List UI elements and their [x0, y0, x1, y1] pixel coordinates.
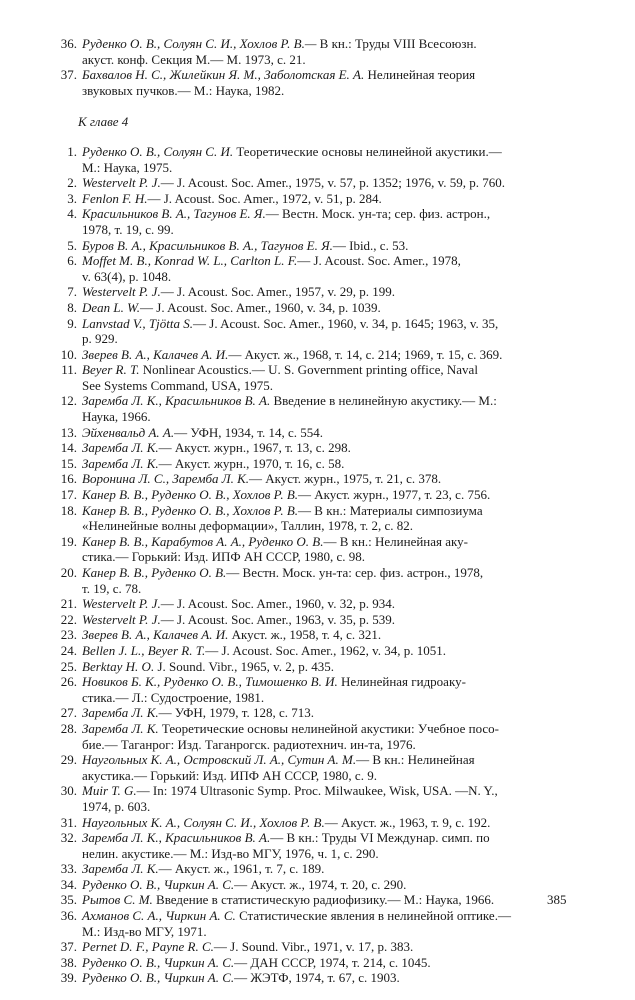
reference-authors: Канер В. В., Карабутов А. А., Руденко О. В.: [82, 533, 324, 549]
reference-line: [82, 269, 574, 285]
reference-entry: [54, 316, 574, 347]
reference-text: [82, 643, 574, 659]
reference-source: — Акуст. журн., 1975, т. 21, с. 378.: [248, 471, 442, 487]
reference-source: «Нелинейные волны деформации», Таллин, 1978, т. 2, с. 82.: [82, 518, 413, 534]
reference-line: [82, 362, 574, 378]
reference-source: Нелинейная теория: [364, 67, 476, 83]
reference-line: [82, 861, 574, 877]
reference-number: 27.: [60, 705, 77, 721]
reference-authors: Эйхенвальд А. А.: [82, 424, 175, 440]
reference-line: [82, 347, 574, 363]
reference-entry: [54, 815, 574, 831]
reference-authors: Dean L. W.: [82, 299, 141, 315]
reference-text: [82, 440, 574, 456]
reference-line: [82, 970, 574, 986]
reference-authors: Berktay H. O.: [82, 658, 155, 674]
reference-number: 6.: [67, 253, 77, 269]
reference-number: 39.: [60, 970, 77, 986]
reference-number: 25.: [60, 658, 77, 674]
reference-number: 32.: [60, 830, 77, 846]
reference-authors: Воронина Л. С., Заремба Л. К.: [82, 471, 249, 487]
reference-line: [82, 331, 574, 347]
reference-source: бие.— Таганрог: Изд. Таганрогск. радиотехнич. ин-та, 1976.: [82, 736, 416, 752]
reference-line: [82, 440, 574, 456]
reference-number: 5.: [67, 237, 77, 253]
reference-source: Введение в нелинейную акустику.— М.:: [270, 393, 497, 409]
reference-entry: [54, 253, 574, 284]
reference-authors: Westervelt P. J.: [82, 175, 161, 191]
reference-line: [82, 300, 574, 316]
reference-source: — Акуст. ж., 1961, т. 7, с. 189.: [158, 861, 325, 877]
reference-text: [82, 970, 574, 986]
reference-source: Акуст. ж., 1958, т. 4, с. 321.: [228, 627, 382, 643]
reference-line: [82, 175, 574, 191]
reference-source: — J. Acoust. Soc. Amer., 1957, v. 29, p. 199.: [160, 284, 395, 300]
reference-number: 29.: [60, 752, 77, 768]
reference-authors: Westervelt P. J.: [82, 284, 161, 300]
reference-line: [82, 549, 574, 565]
reference-number: 37.: [60, 939, 77, 955]
reference-number: 24.: [60, 642, 77, 658]
reference-entry: [54, 783, 574, 814]
reference-source: акустика.— Горький: Изд. ИПФ АН СССР, 1980, с. 9.: [82, 767, 377, 783]
reference-line: [82, 674, 574, 690]
reference-source: — Вестн. Моск. ун-та: сер. физ. астрон., 1978,: [226, 565, 484, 580]
reference-authors: Westervelt P. J.: [82, 611, 161, 627]
reference-line: [82, 612, 574, 628]
reference-line: [82, 752, 574, 768]
reference-source: — В кн.: Нелинейная: [356, 752, 475, 768]
reference-authors: Fenlon F. H.: [82, 190, 148, 206]
reference-authors: Заремба Л. К., Красильников В. А.: [82, 393, 271, 409]
reference-authors: Заремба Л. К.: [82, 705, 159, 721]
reference-authors: Pernet D. F., Payne R. C.: [82, 939, 214, 955]
reference-source: — В кн.: Нелинейная аку-: [323, 533, 468, 549]
reference-line: [82, 160, 574, 176]
reference-text: [82, 456, 574, 472]
reference-authors: Заремба Л. К.: [82, 720, 159, 736]
reference-entry: [54, 908, 574, 939]
reference-entry: [54, 534, 574, 565]
reference-line: [82, 284, 574, 300]
reference-text: [82, 596, 574, 612]
reference-entry: [54, 721, 574, 752]
reference-source: стика.— Л.: Судостроение, 1981.: [82, 689, 265, 705]
reference-source: — Вестн. Моск. ун-та; сер. физ. астрон.,: [265, 206, 491, 222]
reference-source: p. 929.: [82, 331, 118, 347]
reference-source: М.: Наука, 1975.: [82, 159, 173, 175]
reference-entry: [54, 440, 574, 456]
reference-number: 12.: [60, 393, 77, 409]
reference-source: Наука, 1966.: [82, 409, 151, 425]
reference-text: [82, 503, 574, 534]
reference-line: [82, 83, 574, 99]
reference-source: В кн.: Труды VIII Всесоюзн.: [316, 36, 477, 51]
reference-line: [82, 487, 574, 503]
reference-text: [82, 892, 574, 908]
reference-source: — Акуст. ж., 1968, т. 14, с. 214; 1969, т. 15, с. 369.: [228, 346, 503, 362]
reference-number: 35.: [60, 892, 77, 908]
reference-line: [82, 690, 574, 706]
reference-number: 38.: [60, 954, 77, 970]
reference-source: нелин. акустике.— М.: Изд-во МГУ, 1976, ч. 1, с. 290.: [82, 845, 379, 861]
reference-line: [82, 596, 574, 612]
reference-line: [82, 799, 574, 815]
reference-line: [82, 877, 574, 893]
reference-number: 10.: [60, 346, 77, 362]
reference-authors: Канер В. В., Руденко О. В., Хохлов Р. В.: [82, 502, 299, 518]
reference-entry: [54, 300, 574, 316]
reference-line: [82, 393, 574, 409]
reference-line: [82, 924, 574, 940]
reference-entry: [54, 892, 574, 908]
reference-authors: Заремба Л. К.: [82, 440, 159, 456]
reference-entry: [54, 175, 574, 191]
reference-text: [82, 783, 574, 814]
reference-authors: Руденко О. В., Чиркин А. С.: [82, 954, 235, 970]
reference-entry: [54, 191, 574, 207]
reference-authors: Руденко О. В., Чиркин А. С.: [82, 876, 235, 892]
reference-authors: Moffet M. B., Konrad W. L., Carlton L. F.: [82, 253, 298, 269]
reference-number: 20.: [60, 565, 77, 580]
reference-text: [82, 830, 574, 861]
reference-line: [82, 36, 574, 52]
reference-number: 15.: [60, 455, 77, 471]
reference-authors: Заремба Л. К.: [82, 861, 159, 877]
reference-text: [82, 393, 574, 424]
reference-entry: [54, 67, 574, 98]
reference-source: — J. Acoust. Soc. Amer., 1962, v. 34, p. 1051.: [205, 642, 446, 658]
reference-number: 23.: [60, 627, 77, 643]
reference-source: — ЖЭТФ, 1974, т. 67, с. 1903.: [234, 970, 400, 986]
reference-number: 7.: [67, 284, 77, 300]
reference-text: [82, 144, 574, 175]
reference-line: [82, 908, 574, 924]
reference-entry: [54, 362, 574, 393]
reference-number: 37.: [60, 67, 77, 83]
reference-source: 1974, p. 603.: [82, 798, 151, 814]
reference-source: Введение в статистическую радиофизику.— М.: Наука, 1966.: [152, 892, 495, 908]
reference-line: [82, 52, 574, 68]
reference-text: [82, 955, 574, 971]
reference-authors: Бахвалов Н. С., Жилейкин Я. М., Заболотская Е. А.: [82, 67, 365, 83]
reference-entry: [54, 970, 574, 986]
reference-list-prev-chapter: [54, 36, 574, 98]
reference-source: — J. Acoust. Soc. Amer., 1975, v. 57, p. 1352; 1976, v. 59, p. 760.: [160, 175, 505, 191]
reference-text: [82, 67, 574, 98]
reference-source: — J. Acoust. Soc. Amer., 1960, v. 32, p. 934.: [160, 596, 395, 612]
reference-source: Статистические явления в нелинейной оптике.—: [235, 908, 511, 924]
reference-source: — J. Acoust. Soc. Amer., 1972, v. 51, p. 284.: [147, 190, 382, 206]
reference-source: — ДАН СССР, 1974, т. 214, с. 1045.: [234, 954, 431, 970]
reference-source: Теоретические основы нелинейной акустики.—: [233, 143, 502, 159]
reference-authors: Ахманов С. А., Чиркин А. С.: [82, 908, 236, 924]
reference-text: [82, 908, 574, 939]
reference-text: [82, 284, 574, 300]
reference-text: [82, 877, 574, 893]
reference-source: — J. Sound. Vibr., 1971, v. 17, p. 383.: [213, 939, 414, 955]
reference-text: [82, 939, 574, 955]
reference-authors: Заремба Л. К., Красильников В. А.: [82, 830, 271, 846]
reference-source: J. Sound. Vibr., 1965, v. 2, p. 435.: [154, 658, 334, 674]
reference-source: Nonlinear Acoustics.— U. S. Government printing office, Naval: [139, 362, 478, 378]
reference-line: [82, 815, 574, 831]
reference-authors: Руденко О. В., Солуян С. И.: [82, 143, 234, 159]
reference-source: — Акуст. ж., 1963, т. 9, с. 192.: [324, 814, 491, 830]
reference-source: Нелинейная гидроаку-: [337, 674, 466, 690]
reference-number: 21.: [60, 596, 77, 612]
reference-entry: [54, 565, 574, 596]
reference-entry: [54, 643, 574, 659]
reference-line: [82, 643, 574, 659]
reference-line: [82, 721, 574, 737]
reference-line: [82, 783, 574, 799]
reference-text: [82, 238, 574, 254]
reference-number: 33.: [60, 861, 77, 877]
reference-entry: [54, 487, 574, 503]
reference-entry: [54, 238, 574, 254]
reference-line: [82, 409, 574, 425]
reference-entry: [54, 471, 574, 487]
reference-source: звуковых пучков.— М.: Наука, 1982.: [82, 82, 285, 98]
reference-entry: [54, 955, 574, 971]
reference-line: [82, 518, 574, 534]
reference-line: [82, 737, 574, 753]
reference-text: [82, 347, 574, 363]
reference-text: [82, 362, 574, 393]
reference-authors: Руденко О. В., Чиркин А. С.: [82, 970, 235, 986]
reference-entry: [54, 347, 574, 363]
reference-authors: Muir T. G.: [82, 783, 137, 799]
reference-text: [82, 316, 574, 347]
reference-entry: [54, 144, 574, 175]
reference-text: [82, 815, 574, 831]
reference-line: [82, 378, 574, 394]
reference-text: [82, 674, 574, 705]
reference-number: 31.: [60, 814, 77, 830]
reference-source: М.: Изд-во МГУ, 1971.: [82, 923, 207, 939]
reference-number: 3.: [67, 190, 77, 206]
reference-authors: Beyer R. T.: [82, 362, 140, 378]
reference-text: [82, 612, 574, 628]
reference-text: [82, 721, 574, 752]
reference-entry: [54, 456, 574, 472]
reference-number: 30.: [60, 783, 77, 799]
reference-source: Теоретические основы нелинейной акустики: Учебное посо-: [158, 720, 500, 736]
page-number: 385: [547, 892, 567, 907]
reference-number: 36.: [60, 908, 77, 924]
reference-text: [82, 705, 574, 721]
reference-entry: [54, 939, 574, 955]
reference-authors: Наугольных К. А., Островский Л. А., Сутин А. М.: [82, 752, 357, 768]
reference-line: [82, 316, 574, 332]
reference-number: 28.: [60, 720, 77, 736]
reference-authors: Канер В. В., Руденко О. В., Хохлов Р. В.: [82, 487, 299, 503]
reference-entry: [54, 659, 574, 675]
reference-line: [82, 627, 574, 643]
reference-text: [82, 300, 574, 316]
reference-line: [82, 503, 574, 519]
reference-text: [82, 191, 574, 207]
reference-line: [82, 830, 574, 846]
reference-line: [82, 705, 574, 721]
reference-authors: Красильников В. А., Тагунов Е. Я.: [82, 206, 266, 222]
reference-line: [82, 939, 574, 955]
reference-authors: Канер В. В., Руденко О. В.: [82, 565, 227, 580]
reference-entry: [54, 627, 574, 643]
reference-authors: Руденко О. В., Солуян С. И., Хохлов Р. В.—: [82, 36, 317, 51]
reference-line: [82, 955, 574, 971]
reference-entry: [54, 393, 574, 424]
reference-entry: [54, 503, 574, 534]
reference-entry: [54, 752, 574, 783]
reference-entry: [54, 206, 574, 237]
reference-line: [82, 425, 574, 441]
reference-source: — Акуст. журн., 1967, т. 13, с. 298.: [158, 440, 351, 456]
reference-source: — Ibid., с. 53.: [332, 237, 409, 253]
reference-authors: Рытов С. М.: [82, 892, 153, 908]
reference-number: 4.: [67, 206, 77, 222]
reference-line: [82, 206, 574, 222]
reference-entry: [54, 612, 574, 628]
reference-source: — УФН, 1979, т. 128, с. 713.: [158, 705, 315, 721]
reference-text: [82, 36, 574, 67]
reference-line: [82, 456, 574, 472]
reference-authors: Westervelt P. J.: [82, 596, 161, 612]
reference-text: [82, 659, 574, 675]
reference-line: [82, 222, 574, 238]
reference-line: [82, 191, 574, 207]
reference-line: [82, 253, 574, 269]
reference-number: 2.: [67, 175, 77, 191]
reference-text: [82, 752, 574, 783]
reference-text: [82, 175, 574, 191]
reference-entry: [54, 284, 574, 300]
reference-source: v. 63(4), p. 1048.: [82, 268, 172, 284]
reference-source: — J. Acoust. Soc. Amer., 1960, v. 34, p. 1039.: [140, 299, 381, 315]
reference-entry: [54, 705, 574, 721]
reference-source: See Systems Command, USA, 1975.: [82, 377, 274, 393]
reference-line: [82, 768, 574, 784]
reference-source: — J. Acoust. Soc. Amer., 1978,: [297, 253, 461, 269]
reference-number: 22.: [60, 611, 77, 627]
reference-text: [82, 534, 574, 565]
reference-line: [82, 565, 574, 581]
reference-text: [82, 487, 574, 503]
reference-entry: [54, 830, 574, 861]
reference-text: [82, 861, 574, 877]
reference-entry: [54, 877, 574, 893]
reference-number: 16.: [60, 471, 77, 487]
reference-authors: Bellen J. L., Beyer R. T.: [82, 642, 206, 658]
reference-authors: Lanvstad V., Tjötta S.: [82, 315, 194, 331]
reference-number: 1.: [67, 143, 77, 159]
reference-source: — J. Acoust. Soc. Amer., 1960, v. 34, p. 1645; 1963, v. 35,: [193, 315, 499, 331]
reference-line: [82, 892, 574, 908]
reference-authors: Зверев В. А., Калачев А. И.: [82, 627, 229, 643]
reference-source: акуст. конф. Секция М.— М. 1973, с. 21.: [82, 51, 306, 67]
reference-line: [82, 534, 574, 550]
reference-page: [54, 36, 574, 986]
reference-entry: [54, 425, 574, 441]
reference-text: [82, 471, 574, 487]
reference-authors: Буров В. А., Красильников В. А., Тагунов Е. Я.: [82, 237, 333, 253]
reference-number: 17.: [60, 487, 77, 503]
reference-entry: [54, 861, 574, 877]
reference-source: — In: 1974 Ultrasonic Symp. Proc. Milwaukee, Wisk, USA. —N. Y.,: [136, 783, 498, 799]
reference-source: — В кн.: Труды VI Междунар. симп. по: [270, 830, 490, 846]
reference-line: [82, 471, 574, 487]
reference-line: [82, 67, 574, 83]
reference-text: [82, 206, 574, 237]
reference-entry: [54, 674, 574, 705]
reference-number: 18.: [60, 502, 77, 518]
reference-number: 13.: [60, 424, 77, 440]
reference-line: [82, 659, 574, 675]
reference-source: — УФН, 1934, т. 14, с. 554.: [174, 424, 323, 440]
reference-authors: Заремба Л. К.: [82, 455, 159, 471]
reference-text: [82, 627, 574, 643]
reference-authors: Новиков Б. К., Руденко О. В., Тимошенко В. И.: [82, 674, 338, 690]
reference-text: [82, 253, 574, 284]
reference-source: — Акуст. журн., 1970, т. 16, с. 58.: [158, 455, 345, 471]
reference-text: [82, 565, 574, 596]
reference-authors: Наугольных К. А., Солуян С. И., Хохлов Р. В.: [82, 814, 325, 830]
reference-number: 8.: [67, 299, 77, 315]
section-title: К главе 4: [78, 114, 129, 130]
reference-source: — Акуст. журн., 1977, т. 23, с. 756.: [298, 487, 491, 503]
reference-source: 1978, т. 19, с. 99.: [82, 221, 174, 237]
reference-line: [82, 581, 574, 597]
reference-line: [82, 846, 574, 862]
reference-authors: Зверев В. А., Калачев А. И.: [82, 346, 229, 362]
reference-number: 26.: [60, 674, 77, 690]
reference-number: 11.: [61, 362, 77, 378]
reference-text: [82, 425, 574, 441]
reference-source: — В кн.: Материалы симпозиума: [298, 502, 483, 518]
reference-source: стика.— Горький: Изд. ИПФ АН СССР, 1980, с. 98.: [82, 549, 366, 565]
reference-line: [82, 144, 574, 160]
reference-line: [82, 238, 574, 254]
reference-source: — Акуст. ж., 1974, т. 20, с. 290.: [234, 876, 407, 892]
reference-list-chapter-4: [54, 144, 574, 986]
reference-number: 19.: [60, 533, 77, 549]
reference-source: — J. Acoust. Soc. Amer., 1963, v. 35, p. 539.: [160, 611, 395, 627]
reference-entry: [54, 596, 574, 612]
reference-number: 14.: [60, 440, 77, 456]
reference-number: 34.: [60, 876, 77, 892]
reference-number: 36.: [60, 36, 77, 51]
reference-entry: [54, 36, 574, 67]
reference-number: 9.: [67, 315, 77, 331]
reference-source: т. 19, с. 78.: [82, 580, 142, 596]
